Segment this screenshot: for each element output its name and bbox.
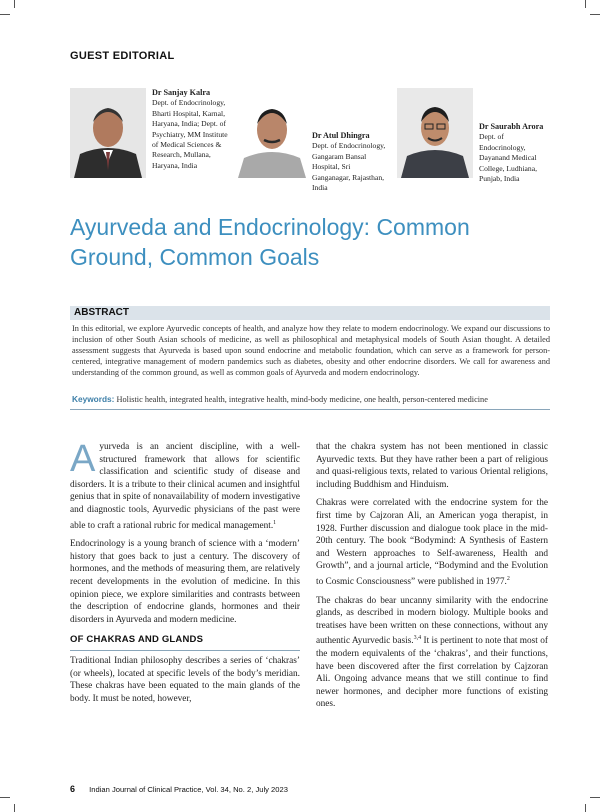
journal-citation: Indian Journal of Clinical Practice, Vol. 34, No. 2, July 2023 bbox=[89, 785, 288, 794]
author-photo-arora bbox=[397, 88, 473, 178]
abstract-text: In this editorial, we explore Ayurvedic concepts of health, and analyze how they relate to modern endocrinology. We expand our discussions to inclusion of other South Asian schools of medicine, as well as philosophical and metaphysical models of South Asian thought. A detailed assessment suggests that Ayurveda is based upon sound endocrine and metabolic foundation, which can serve as a framework for person-centered, integrative management of modern pandemics such as diabetes, obesity and other endocrine disorders. We call for awareness and understanding of the common ground, as well as common goals of Ayurveda and modern endocrinology. bbox=[72, 324, 550, 377]
body-paragraph: Ayurveda is an ancient discipline, with a well-structured framework that allows for scientific classification and scientific study of disease and disorders. It is a tribute to their clinical acumen and insightful genius that in spite of nonavailability of modern investigative and diagnostic tools, Ayurvedic physicians of the past were able to craft a rational rubric for medical management.$^1$ bbox=[70, 438, 300, 531]
body-paragraph: Chakras were correlated with the endocrine system for the first time by Cajzoran Ali, an American yoga therapist, in 1928. Further discussion and dialogue took place in the mid-20th century. The book “Bodymind: A Synthesis of Eastern and Western approaches to Self-awareness, Health and Growth”, and a journal article, “Bodymind and the Evolution to Cosmic Consciousness” were published in 1977.$^2$ bbox=[316, 498, 548, 588]
crop-mark bbox=[14, 804, 15, 812]
author-name: Dr Atul Dhingra bbox=[312, 131, 370, 140]
author-name: Dr Saurabh Arora bbox=[479, 122, 544, 131]
section-subheading: OF CHAKRAS AND GLANDS bbox=[70, 634, 300, 651]
body-column-left bbox=[70, 438, 300, 711]
keywords bbox=[72, 394, 550, 405]
body-paragraph: The chakras do bear uncanny similarity with the endocrine glands, as described in modern biology. Multiple books and treatises have been written on these connections, without any authentic Ayurvedic basis.$^{3,4}$ It is pertinent to note that most of the modern equivalents of the ‘chakras’, and their functions, have been discovered after the first correlation by Cajzoran Ali. Ongoing advance means that we still continue to find newer hormones, and decipher more functions of existing ones. bbox=[316, 595, 548, 710]
author-info-arora bbox=[479, 122, 551, 184]
author-info-kalra bbox=[152, 88, 228, 171]
author-photo-dhingra bbox=[234, 88, 310, 178]
drop-cap: A bbox=[70, 438, 96, 480]
crop-mark bbox=[590, 797, 600, 798]
abstract-heading: ABSTRACT bbox=[74, 307, 129, 318]
abstract-header-bar bbox=[70, 306, 550, 320]
abstract-divider bbox=[70, 409, 550, 410]
keywords-list: Holistic health, integrated health, integrative health, mind-body medicine, one health, person-centered medicine bbox=[116, 395, 488, 404]
crop-mark bbox=[0, 797, 10, 798]
body-paragraph: that the chakra system has not been mentioned in classic Ayurvedic texts. But they have rather been a part of religious and quasi-religious texts, related to various Oriental religions, including Buddhism and Hinduism. bbox=[316, 442, 548, 490]
author-info-dhingra bbox=[312, 131, 390, 193]
author-affiliation: Dept. of Endocrinology, Dayanand Medical College, Ludhiana, Punjab, India bbox=[479, 132, 537, 184]
crop-mark bbox=[14, 0, 15, 8]
author-affiliation: Dept. of Endocrinology, Gangaram Bansal Hospital, Sri Ganganagar, Rajasthan, India bbox=[312, 141, 386, 193]
crop-mark bbox=[590, 14, 600, 15]
crop-mark bbox=[585, 804, 586, 812]
crop-mark bbox=[0, 14, 10, 15]
author-affiliation: Dept. of Endocrinology, Bharti Hospital, Karnal, Haryana, India; Dept. of Psychiatry, MM Institute of Medical Sciences & Research, Mullana, Haryana, India bbox=[152, 98, 228, 170]
author-name: Dr Sanjay Kalra bbox=[152, 88, 211, 97]
body-column-right bbox=[316, 441, 548, 717]
article-title: Ayurveda and Endocrinology: Common Ground, Common Goals bbox=[70, 214, 470, 270]
body-paragraph: Traditional Indian philosophy describes a series of ‘chakras’ (or wheels), located at specific levels of the body’s meridian. These chakras have been equated to the main glands of the body. It must be noted, however, bbox=[70, 656, 300, 704]
page-footer bbox=[70, 784, 288, 794]
body-paragraph: Endocrinology is a young branch of science with a ‘modern’ history that goes back to just a century. The discovery of hormones, and the methods of measuring them, are relatively recent developments in the evolution of medicine. In this opinion piece, we explore similarities and contrasts between the description of endocrine glands, hormones and their disorders in Ayurveda and modern medicine. bbox=[70, 539, 300, 625]
keywords-label: Keywords: bbox=[72, 394, 115, 404]
page-number: 6 bbox=[70, 784, 76, 794]
section-label: GUEST EDITORIAL bbox=[70, 50, 175, 62]
author-photo-kalra bbox=[70, 88, 146, 178]
crop-mark bbox=[585, 0, 586, 8]
